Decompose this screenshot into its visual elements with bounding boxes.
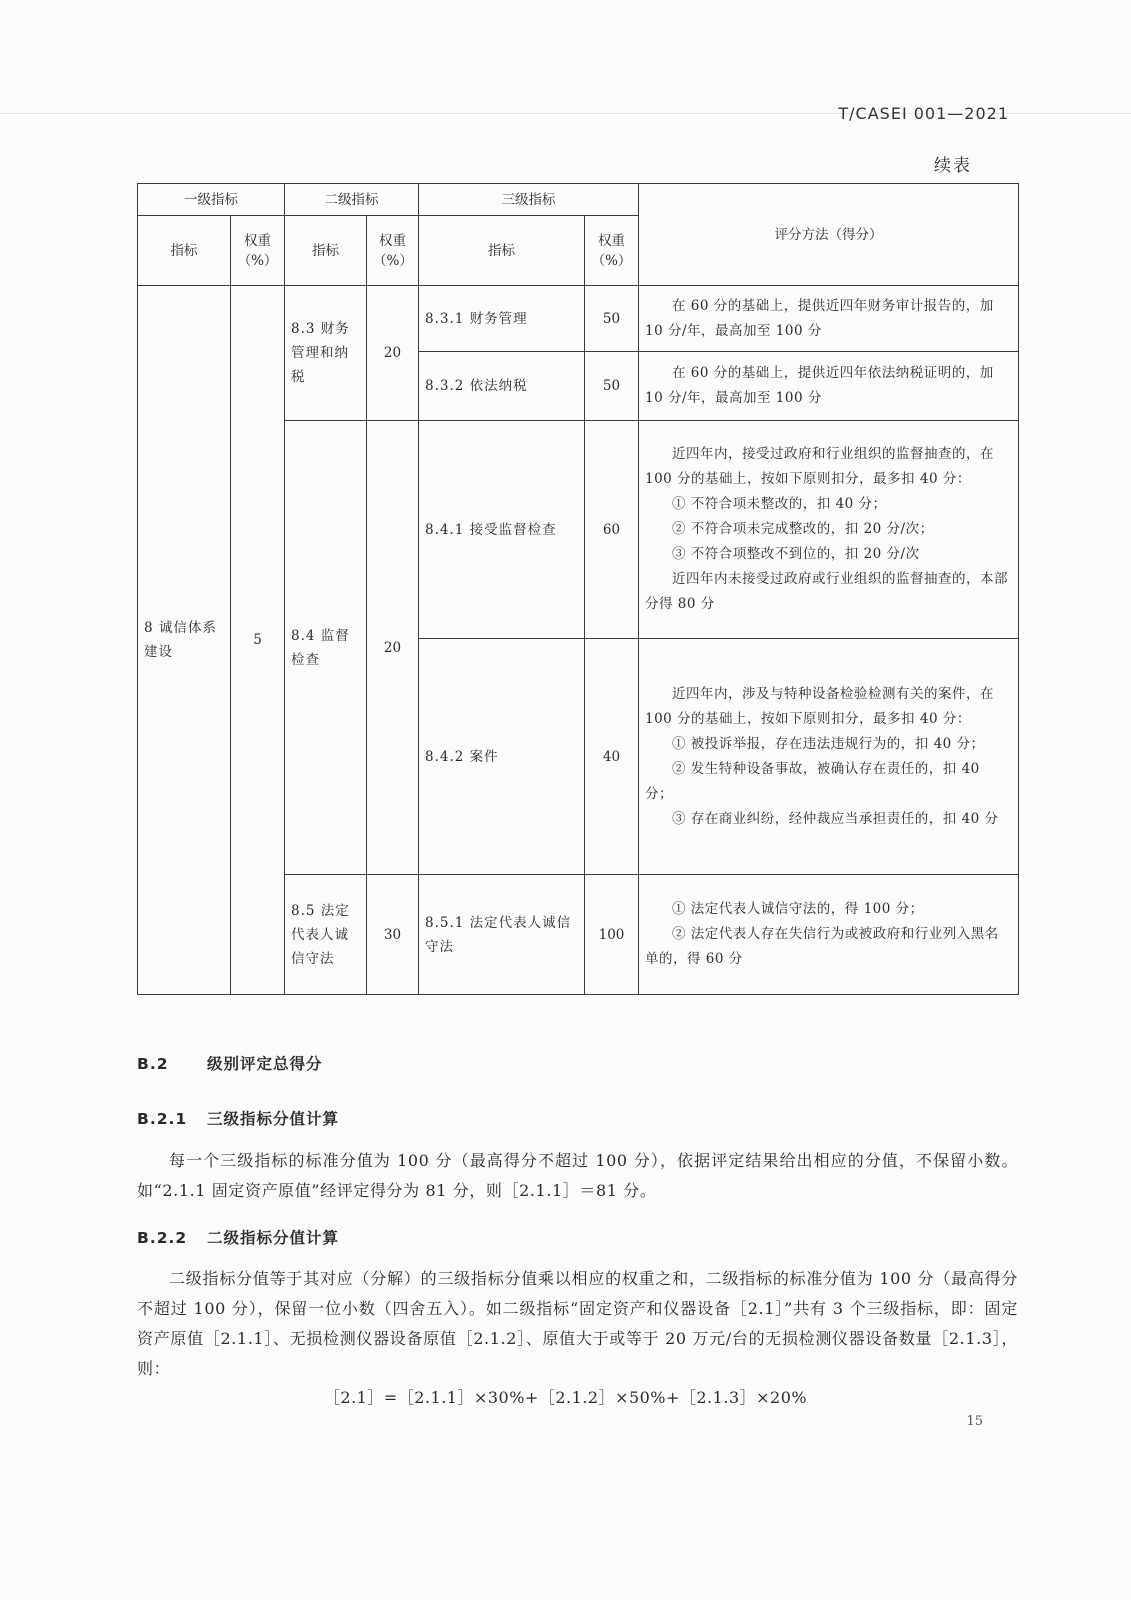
scoring-table bbox=[137, 183, 1019, 995]
paragraph-b21: 每一个三级指标的标准分值为 100 分（最高得分不超过 100 分），依据评定结果给出相应的分值，不保留小数。如“2.1.1 固定资产原值”经评定得分为 81 分，则［2.1.1］＝81 分。 bbox=[137, 1151, 1018, 1200]
scoring-method bbox=[639, 639, 1019, 875]
table-row bbox=[138, 286, 1019, 352]
level3-weight: 100 bbox=[585, 875, 639, 995]
level3-weight: 60 bbox=[585, 421, 639, 639]
formula: ［2.1］=［2.1.1］×30%+［2.1.2］×50%+［2.1.3］×20% bbox=[323, 1388, 808, 1407]
section-number: B.2 bbox=[137, 1055, 169, 1073]
header-indicator: 指标 bbox=[138, 216, 231, 286]
paragraph-b22: 二级指标分值等于其对应（分解）的三级指标分值乘以相应的权重之和，二级指标的标准分值为 100 分（最高得分不超过 100 分），保留一位小数（四舍五入）。如二级指标“固定资产和仪器设备［2.1］”共有 3 个三级指标，即：固定资产原值［2.1.1］、无损检测仪器设备原值［2.1.2］、原值大于或等于 20 万元/台的无损检测仪器设备数量［2.1.3］，则： bbox=[137, 1269, 1018, 1378]
scoring-method bbox=[639, 352, 1019, 421]
header-indicator: 指标 bbox=[285, 216, 367, 286]
section-title: 三级指标分值计算 bbox=[207, 1110, 340, 1128]
level2-weight: 30 bbox=[367, 875, 419, 995]
level2-name: 8.5 法定 代表人诚 信守法 bbox=[285, 875, 367, 995]
method-line: ① 法定代表人诚信守法的，得 100 分； bbox=[672, 901, 924, 917]
header-level1: 一级指标 bbox=[138, 184, 285, 216]
header-method: 评分方法（得分） bbox=[639, 184, 1019, 286]
header-weight: 权重 （%） bbox=[367, 216, 419, 286]
level2-weight: 20 bbox=[367, 286, 419, 421]
section-number: B.2.2 bbox=[137, 1229, 188, 1247]
header-level2: 二级指标 bbox=[285, 184, 419, 216]
level3-name: 8.3.1 财务管理 bbox=[419, 286, 585, 352]
standard-code: T/CASEI 001—2021 bbox=[838, 104, 1009, 123]
method-line: ① 被投诉举报，存在违法违规行为的，扣 40 分； bbox=[672, 735, 985, 752]
method-line: ① 不符合项未整改的，扣 40 分； bbox=[672, 496, 887, 512]
method-line: 在 60 分的基础上，提供近四年依法纳税证明的，加 10 分/年，最高加至 100 分 bbox=[645, 365, 994, 406]
header-level3: 三级指标 bbox=[419, 184, 639, 216]
level3-name: 8.5.1 法定代表人诚信守法 bbox=[419, 875, 585, 995]
header-weight: 权重 （%） bbox=[231, 216, 285, 286]
section-heading-b22 bbox=[137, 1226, 339, 1248]
scoring-method bbox=[639, 286, 1019, 352]
level2-name: 8.4 监督 检查 bbox=[285, 421, 367, 875]
level3-name: 8.4.2 案件 bbox=[419, 639, 585, 875]
level3-weight: 50 bbox=[585, 286, 639, 352]
method-line: ② 发生特种设备事故，被确认存在责任的，扣 40 分； bbox=[645, 760, 980, 802]
section-title: 级别评定总得分 bbox=[207, 1055, 323, 1073]
method-line: ② 法定代表人存在失信行为或被政府和行业列入黑名单的，得 60 分 bbox=[645, 926, 999, 967]
page-number: 15 bbox=[966, 1414, 983, 1429]
level3-weight: 40 bbox=[585, 639, 639, 875]
section-title: 二级指标分值计算 bbox=[207, 1229, 340, 1247]
method-line: ③ 不符合项整改不到位的，扣 20 分/次 bbox=[672, 546, 920, 562]
method-line: 近四年内，接受过政府和行业组织的监督抽查的，在 100 分的基础上，按如下原则扣分，最多扣 40 分： bbox=[645, 446, 994, 487]
continued-label: 续表 bbox=[934, 156, 972, 176]
section-heading-b2 bbox=[137, 1052, 323, 1074]
method-line: ③ 存在商业纠纷，经仲裁应当承担责任的，扣 40 分 bbox=[672, 810, 999, 827]
scoring-method bbox=[639, 875, 1019, 995]
level3-weight: 50 bbox=[585, 352, 639, 421]
level1-name: 8 诚信体系 建设 bbox=[138, 286, 231, 995]
level3-name: 8.4.1 接受监督检查 bbox=[419, 421, 585, 639]
method-line: 在 60 分的基础上，提供近四年财务审计报告的，加 10 分/年，最高加至 100 分 bbox=[645, 297, 994, 339]
section-number: B.2.1 bbox=[137, 1110, 188, 1128]
level3-name: 8.3.2 依法纳税 bbox=[419, 352, 585, 421]
header-weight: 权重 （%） bbox=[585, 216, 639, 286]
level1-weight: 5 bbox=[231, 286, 285, 995]
level2-weight: 20 bbox=[367, 421, 419, 875]
section-heading-b21 bbox=[137, 1107, 339, 1129]
method-line: 近四年内，涉及与特种设备检验检测有关的案件，在 100 分的基础上，按如下原则扣分，最多扣 40 分： bbox=[645, 685, 994, 727]
level2-name: 8.3 财务 管理和纳 税 bbox=[285, 286, 367, 421]
header-indicator: 指标 bbox=[419, 216, 585, 286]
method-line: 近四年内未接受过政府或行业组织的监督抽查的，本部分得 80 分 bbox=[645, 571, 1008, 612]
method-line: ② 不符合项未完成整改的，扣 20 分/次； bbox=[672, 521, 934, 537]
scoring-method bbox=[639, 421, 1019, 639]
